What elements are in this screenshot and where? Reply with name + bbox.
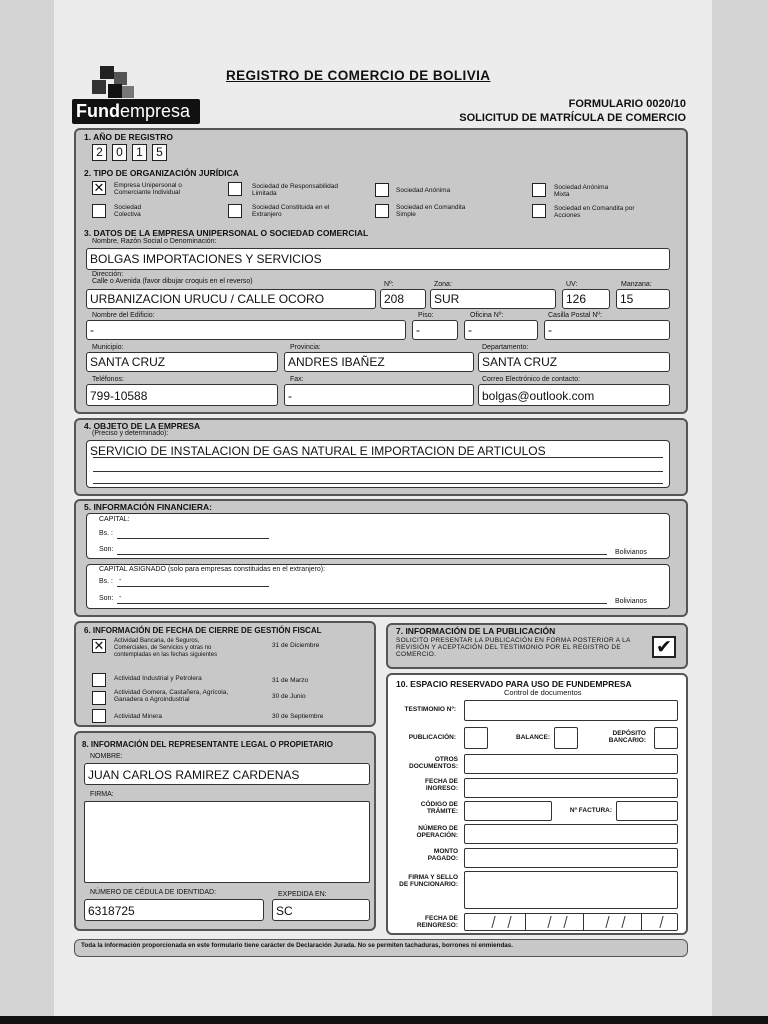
rep-id-label: NÚMERO DE CÉDULA DE IDENTIDAD: [90,889,217,896]
business-purpose-text: SERVICIO DE INSTALACION DE GAS NATURAL E IMPORTACION DE ARTICULOS [90,444,546,458]
factura-label: Nº FACTURA: [569,807,612,814]
address-label-2: Calle o Avenida (favor dibujar croquis en el reverso) [92,278,253,285]
rep-name-label: NOMBRE: [90,753,123,760]
checkbox-fiscal-september[interactable] [92,709,106,723]
monto-pagado-field[interactable] [464,848,678,868]
zone-field[interactable]: SUR [430,289,556,309]
rep-signature-label: FIRMA: [90,791,114,798]
section-publication [386,623,688,669]
fiscal-march-label: Actividad Industrial y Petrolera [114,675,202,682]
checkbox-extranjero[interactable] [228,204,242,218]
checkbox-colectiva[interactable] [92,204,106,218]
publicacion-field[interactable] [464,727,488,749]
rep-issued-field[interactable]: SC [272,899,370,921]
block-field[interactable]: 15 [616,289,670,309]
office-field[interactable]: - [464,320,538,340]
logo-text-empresa: empresa [119,101,191,121]
number-field[interactable]: 208 [380,289,426,309]
checkbox-fiscal-june[interactable] [92,691,106,705]
fecha-ingreso-label: FECHA DE INGRESO: [425,778,458,792]
numero-operacion-label: NÚMERO DE OPERACIÓN: [416,825,458,839]
assigned-bs-label: Bs. : [99,578,114,585]
section-financial [74,499,688,617]
pobox-field[interactable]: - [544,320,670,340]
sec4-subtitle: (Preciso y determinado): [92,430,169,437]
form-name: SOLICITUD DE MATRÍCULA DE COMERCIO [459,112,686,124]
assigned-capital-box [86,564,670,609]
option-extranjero-label: Sociedad Constituida en el Extranjero [252,204,330,218]
firma-sello-label: FIRMA Y SELLO DE FUNCIONARIO: [399,874,458,888]
company-name-label: Nombre, Razón Social o Denominación: [92,238,217,245]
option-comandita-simple-label: Sociedad en Comandita Simple [396,204,466,218]
checkbox-fiscal-march[interactable] [92,673,106,687]
sec3-title: 3. DATOS DE LA EMPRESA UNIPERSONAL O SOCIEDAD COMERCIAL [84,228,369,238]
sec10-subtitle: Control de documentos [504,688,582,697]
email-label: Correo Electrónico de contacto: [482,376,581,383]
phones-field[interactable]: 799-10588 [86,384,278,406]
checkbox-comandita-acciones[interactable] [532,204,546,218]
publicacion-label: PUBLICACIÓN: [408,734,456,741]
fiscal-june-date: 30 de Junio [272,693,306,700]
capital-box [86,513,670,559]
assigned-son-value: - [119,594,122,601]
email-field[interactable]: bolgas@outlook.com [478,384,670,406]
checkbox-comandita-simple[interactable] [375,204,389,218]
footer-note-box [74,939,688,957]
assigned-bs-value: - [119,577,122,584]
fiscal-march-date: 31 de Marzo [272,677,309,684]
floor-field[interactable]: - [412,320,458,340]
section-company-data [74,128,688,414]
phones-label: Teléfonos: [92,376,124,383]
deposito-label: DEPÓSITO BANCARIO: [608,730,646,744]
province-field[interactable]: ANDRES IBAÑEZ [284,352,474,372]
fiscal-december-label: Actividad Bancaria, de Seguros, Comerciales, de Servicios y otras no contempladas en las fechas siguientes [114,638,218,658]
rep-issued-label: EXPEDIDA EN: [278,891,327,898]
checkbox-publication[interactable]: ✔ [652,636,676,658]
year-digit-4[interactable]: 5 [152,144,167,161]
bottom-scan-edge [0,1016,768,1024]
uv-label: UV: [566,281,578,288]
checkbox-anonima[interactable] [375,183,389,197]
registry-title: REGISTRO DE COMERCIO DE BOLIVIA [226,68,491,83]
zone-label: Zona: [434,281,452,288]
section-business-purpose [74,418,688,496]
capital-son-line[interactable] [117,554,607,555]
assigned-bs-line[interactable] [117,586,269,587]
rep-signature-field[interactable] [84,801,370,883]
assigned-bolivianos: Bolivianos [615,598,647,605]
codigo-tramite-field[interactable] [464,801,552,821]
factura-field[interactable] [616,801,678,821]
sec10-title: 10. ESPACIO RESERVADO PARA USO DE FUNDEMPRESA [396,679,632,689]
capital-bs-label: Bs. : [99,530,114,537]
assigned-son-line[interactable] [117,603,607,604]
address-field[interactable]: URBANIZACION URUCU / CALLE OCORO [86,289,376,309]
firma-sello-field[interactable] [464,871,678,909]
form-number: FORMULARIO 0020/10 [568,98,686,110]
fiscal-december-date: 31 de Diciembre [272,642,320,649]
assigned-capital-label: CAPITAL ASIGNADO (solo para empresas constituidas en el extranjero): [99,566,326,573]
municipality-field[interactable]: SANTA CRUZ [86,352,278,372]
checkbox-fiscal-december[interactable]: ✕ [93,638,105,653]
sec7-title: 7. INFORMACIÓN DE LA PUBLICACIÓN [396,626,556,636]
balance-label: BALANCE: [516,734,550,741]
fecha-ingreso-field[interactable] [464,778,678,798]
publication-text: SOLICITO PRESENTAR LA PUBLICACIÓN EN FORMA POSTERIOR A LA REVISIÓN Y ACEPTACIÓN DEL TESTIMONIO POR EL REGISTRO DE COMERCIO. [396,637,631,658]
fax-label: Fax: [290,376,304,383]
office-label: Oficina Nº: [470,312,504,319]
floor-label: Piso: [418,312,434,319]
block-label: Manzana: [621,281,652,288]
building-field[interactable]: - [86,320,406,340]
sec6-title: 6. INFORMACIÓN DE FECHA DE CIERRE DE GESTIÓN FISCAL [84,626,322,635]
otros-field[interactable] [464,754,678,774]
checkbox-unipersonal[interactable]: ✕ [93,180,105,195]
checkbox-anonima-mixta[interactable] [532,183,546,197]
capital-label: CAPITAL: [99,516,130,523]
testimonio-label: TESTIMONIO Nº: [404,706,456,713]
footer-note: Toda la información proporcionada en este formulario tiene carácter de Declaración Jurada. No se permiten tachaduras, borrones ni enmiendas. [81,942,514,949]
municipality-label: Municipio: [92,344,124,351]
capital-bs-line[interactable] [117,538,269,539]
capital-son-label: Son: [99,546,114,553]
sec1-title: 1. AÑO DE REGISTRO [84,132,173,142]
form-page [54,0,712,1016]
option-anonima-mixta-label: Sociedad Anónima Mixta [554,184,609,198]
section-legal-representative [74,731,376,931]
section-fundempresa-use [386,673,688,935]
pobox-label: Casilla Postal Nº: [548,312,602,319]
capital-bolivianos: Bolivianos [615,549,647,556]
uv-field[interactable]: 126 [562,289,610,309]
year-digit-3[interactable]: 1 [132,144,147,161]
deposito-field[interactable] [654,727,678,749]
sec5-title: 5. INFORMACIÓN FINANCIERA: [84,502,212,512]
rep-name-field[interactable]: JUAN CARLOS RAMIREZ CARDENAS [84,763,370,785]
otros-label: OTROS DOCUMENTOS: [409,756,458,770]
fecha-reingreso-label: FECHA DE REINGRESO: [416,915,458,929]
province-label: Provincia: [290,344,321,351]
sec2-title: 2. TIPO DE ORGANIZACIÓN JURÍDICA [84,168,239,178]
balance-field[interactable] [554,727,578,749]
testimonio-field[interactable] [464,700,678,721]
logo-text-fund: Fund [76,101,120,121]
fundempresa-logo [72,66,202,126]
option-unipersonal-label: Empresa Unipersonal o Comerciante Individual [114,182,182,196]
option-colectiva-label: Sociedad Colectiva [114,204,142,218]
monto-pagado-label: MONTO PAGADO: [427,848,458,862]
department-label: Departamento: [482,344,529,351]
fiscal-june-label: Actividad Gomera, Castañera, Agrícola, Ganadera o Agroindustrial [114,689,229,703]
option-anonima-label: Sociedad Anónima [396,187,451,194]
sec4-title: 4. OBJETO DE LA EMPRESA [84,421,201,431]
option-srl-label: Sociedad de Responsabilidad Limitada [252,183,339,197]
company-name-field[interactable]: BOLGAS IMPORTACIONES Y SERVICIOS [86,248,670,270]
rep-id-field[interactable]: 6318725 [84,899,264,921]
option-comandita-acciones-label: Sociedad en Comandita por Acciones [554,205,635,219]
year-digit-1[interactable]: 2 [92,144,107,161]
fax-field[interactable]: - [284,384,474,406]
checkbox-srl[interactable] [228,182,242,196]
fiscal-september-label: Actividad Minera [114,713,163,720]
fiscal-september-date: 30 de Septiembre [272,713,324,720]
year-digit-2[interactable]: 0 [112,144,127,161]
codigo-tramite-label: CÓDIGO DE TRÁMITE: [420,801,458,815]
address-label-1: Dirección: [92,271,124,278]
building-label: Nombre del Edificio: [92,312,155,319]
business-purpose-field[interactable] [86,440,670,488]
sec8-title: 8. INFORMACIÓN DEL REPRESENTANTE LEGAL O PROPIETARIO [82,740,333,749]
fecha-reingreso-field[interactable] [464,913,678,931]
number-label: Nº: [384,281,394,288]
assigned-son-label: Son: [99,595,114,602]
numero-operacion-field[interactable] [464,824,678,844]
department-field[interactable]: SANTA CRUZ [478,352,670,372]
section-fiscal-close [74,621,376,727]
